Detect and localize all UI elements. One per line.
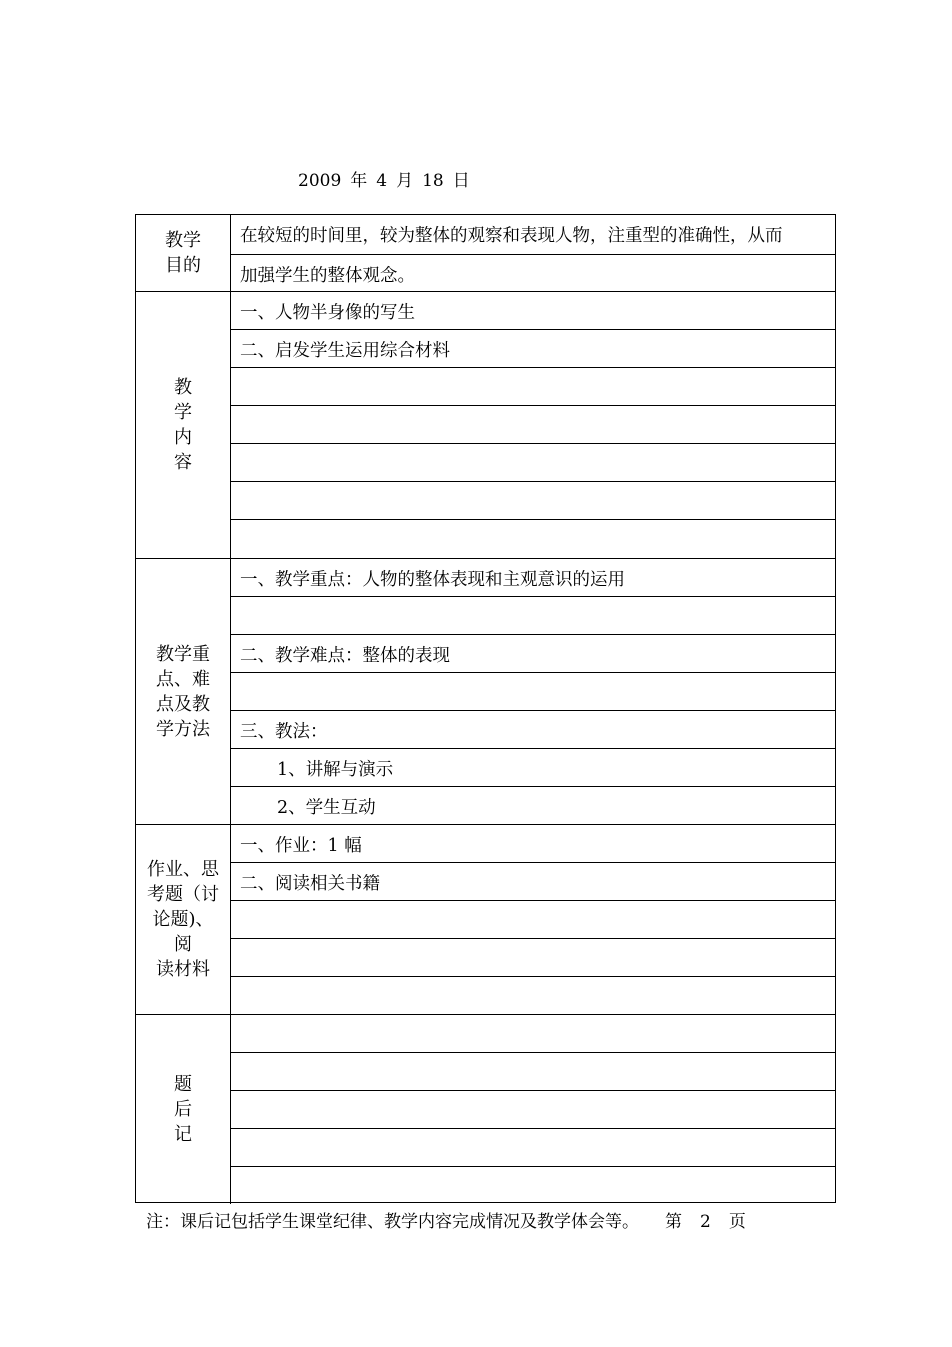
postscript-line (231, 1053, 835, 1091)
content-line (231, 444, 835, 482)
date-day-unit: 日 (452, 171, 470, 191)
postscript-section (136, 1015, 835, 1204)
date-day: 18 (422, 171, 444, 191)
homework-label-line: 论题)、阅 (152, 909, 214, 955)
postscript-label-char: 后 (174, 1099, 192, 1120)
objective-label (136, 215, 231, 291)
focus-line: 三、教法： (231, 711, 835, 749)
content-line (231, 368, 835, 406)
date-year-unit: 年 (350, 171, 368, 191)
content-line (231, 482, 835, 520)
postscript-label-char: 题 (174, 1074, 192, 1095)
objective-label-line: 目的 (165, 255, 201, 276)
postscript-label-char: 记 (174, 1124, 192, 1145)
content-label-char: 内 (174, 427, 192, 448)
objective-label-line: 教学 (165, 230, 201, 251)
postscript-line (231, 1091, 835, 1129)
focus-label-line: 教学重 (156, 643, 210, 665)
footer-note-text: 注：课后记包括学生课堂纪律、教学内容完成情况及教学体会等。 (146, 1212, 639, 1232)
postscript-line (231, 1015, 835, 1053)
page-indicator (665, 1212, 764, 1232)
homework-section (136, 825, 835, 1015)
page-prefix: 第 (665, 1212, 682, 1232)
objective-line: 在较短的时间里，较为整体的观察和表现人物，注重型的准确性，从而 (231, 215, 835, 255)
page-number: 2 (700, 1212, 711, 1232)
page-suffix: 页 (728, 1212, 746, 1232)
focus-label (136, 559, 231, 824)
content-label-char: 学 (174, 402, 192, 423)
homework-line (231, 939, 835, 977)
content-line: 一、人物半身像的写生 (231, 292, 835, 330)
content-label (136, 292, 231, 558)
homework-label-line: 考题（讨 (147, 884, 219, 905)
postscript-line (231, 1167, 835, 1204)
focus-label-line: 点、难 (156, 668, 210, 690)
focus-line (231, 597, 835, 635)
postscript-line (231, 1129, 835, 1167)
content-line (231, 520, 835, 559)
content-line (231, 406, 835, 444)
content-label-char: 教 (174, 377, 192, 398)
focus-label-line: 学方法 (156, 718, 210, 740)
objective-line: 加强学生的整体观念。 (240, 266, 415, 286)
date-month-unit: 月 (396, 171, 414, 191)
homework-label-line: 读材料 (156, 959, 210, 980)
focus-line (231, 673, 835, 711)
lesson-plan-table (135, 214, 836, 1203)
focus-section (136, 559, 835, 825)
focus-line: 1、讲解与演示 (231, 749, 835, 787)
content-section (136, 292, 835, 559)
homework-line (231, 977, 835, 1015)
focus-line: 二、教学难点：整体的表现 (231, 635, 835, 673)
homework-label-line: 作业、思 (147, 859, 219, 880)
postscript-label (136, 1015, 231, 1204)
focus-label-line: 点及教 (156, 693, 210, 715)
content-label-char: 容 (174, 452, 192, 473)
focus-line: 2、学生互动 (277, 798, 376, 818)
homework-line: 二、阅读相关书籍 (231, 863, 835, 901)
date-line (298, 166, 479, 191)
homework-label (136, 825, 231, 1014)
homework-line: 一、作业：1 幅 (231, 825, 835, 863)
homework-line (231, 901, 835, 939)
footer-note (146, 1207, 764, 1232)
focus-line: 一、教学重点：人物的整体表现和主观意识的运用 (231, 559, 835, 597)
date-year: 2009 (298, 171, 342, 191)
objective-section (136, 215, 835, 292)
date-month: 4 (376, 171, 388, 191)
content-line: 二、启发学生运用综合材料 (231, 330, 835, 368)
